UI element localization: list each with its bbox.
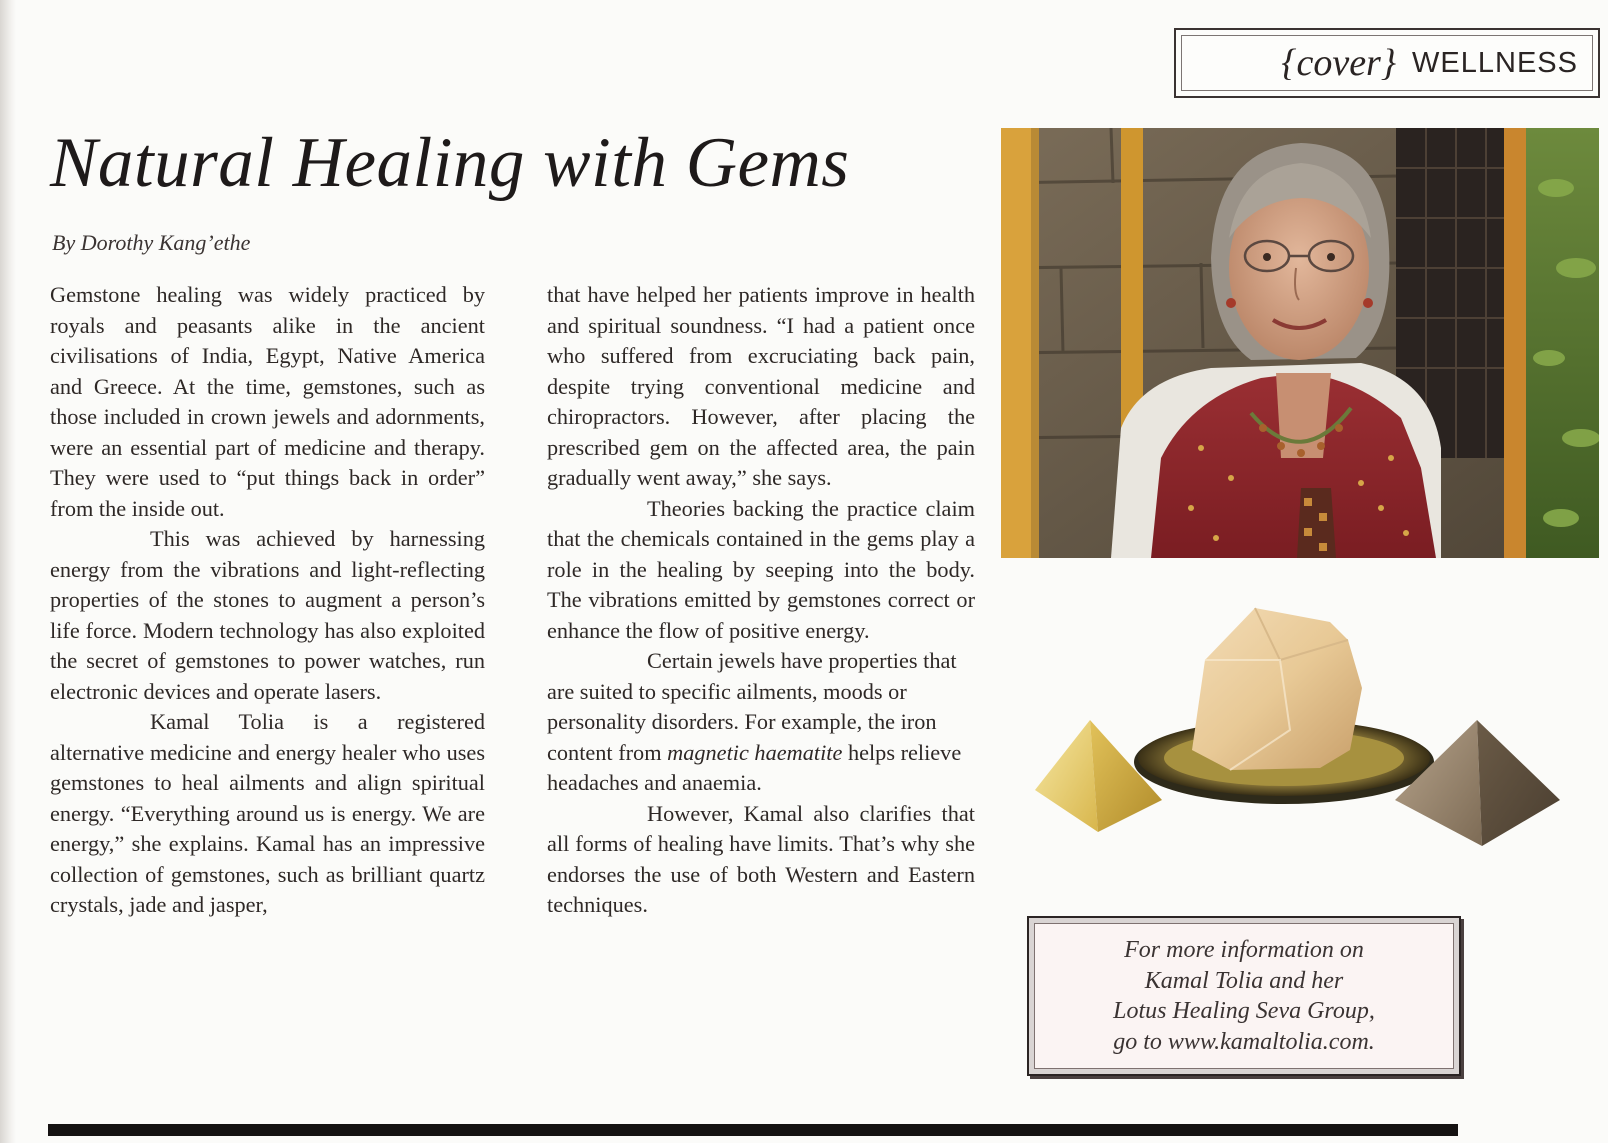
paragraph: Kamal Tolia is a registered alternative medicine and energy healer who uses gemstones to heal ailments and align spiritual energy. “Everything around us is energy. We are energy,” she explains. Kamal has an impressive collection of gemstones, such as brilliant quartz crystals, jade and jasper, xyxy=(50,709,485,917)
paragraph: Gemstone healing was widely practiced by royals and peasants alike in the ancient civilisations of India, Egypt, Native America and Greece. At the time, gemstones, such as those included in crown jewels and adornments, were an essential part of medicine and therapy. They were used to “put things back in order” from the inside out. xyxy=(50,282,485,521)
paragraph: This was achieved by harnessing energy from the vibrations and light-reflecting properties of the stones to augment a person’s life force. Modern technology has also exploited the secret of gemstones to power watches, run electronic devices and operate lasers. xyxy=(50,526,485,704)
paragraph-text: helps relieve headaches and anaemia. xyxy=(547,739,962,795)
section-cover-label: {cover} xyxy=(1281,42,1397,84)
info-line: Kamal Tolia and her xyxy=(1144,967,1344,994)
info-line: Lotus Healing Seva Group, xyxy=(1113,998,1375,1024)
info-line: For more information on xyxy=(1124,937,1364,963)
paragraph: Theories backing the practice claim that the chemicals contained in the gems play a role in the healing by seeping into the body. The vibrations emitted by gemstones correct or enhance the flow of positive energy. xyxy=(547,495,975,643)
paragraph xyxy=(547,646,975,799)
paragraph-text: Certain jewels have properties that are suited to specific ailments, moods or personality disorders. For example, the iron content from xyxy=(547,648,957,765)
portrait-photo xyxy=(1001,128,1599,558)
article-column-right xyxy=(547,280,975,921)
bottom-rule xyxy=(48,1124,1458,1136)
article-byline: By Dorothy Kang’ethe xyxy=(52,230,251,255)
emphasis-text: magnetic haematite xyxy=(667,739,843,765)
info-box-inner xyxy=(1034,923,1454,1069)
paragraph: that have helped her patients improve in health and spiritual soundness. “I had a patient once who suffered from excruciating back pain, despite trying conventional medicine and chiropractors. However, after placing the prescribed gem on the affected area, the pain gradually went away,” she says. xyxy=(547,282,975,490)
info-box xyxy=(1027,916,1461,1076)
section-tag-frame xyxy=(1181,35,1593,91)
article-column-left xyxy=(50,280,485,921)
page-binding-edge xyxy=(0,0,16,1143)
article-title: Natural Healing with Gems xyxy=(50,124,850,202)
section-wellness-label: WELLNESS xyxy=(1412,46,1578,79)
info-line-website: go to www.kamaltolia.com. xyxy=(1113,1028,1375,1055)
paragraph: However, Kamal also clarifies that all forms of healing have limits. That’s why she endorses the use of both Western and Eastern techniques. xyxy=(547,800,975,917)
gemstones-photo xyxy=(1030,600,1600,890)
section-tag xyxy=(1174,28,1600,98)
